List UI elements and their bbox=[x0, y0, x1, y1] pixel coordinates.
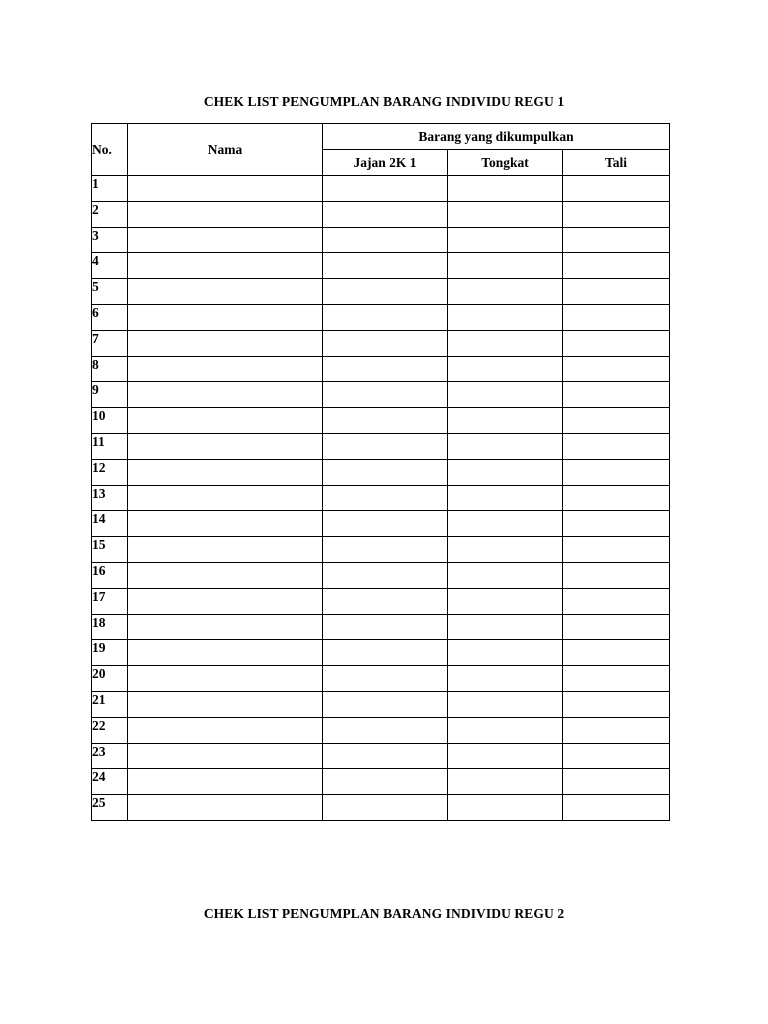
table-row bbox=[92, 408, 670, 434]
table-row bbox=[92, 588, 670, 614]
table-row bbox=[92, 691, 670, 717]
row-number: 22 bbox=[92, 717, 128, 743]
row-number: 23 bbox=[92, 743, 128, 769]
row-number: 24 bbox=[92, 769, 128, 795]
tali-cell bbox=[563, 304, 670, 330]
nama-cell bbox=[128, 253, 323, 279]
table-row bbox=[92, 562, 670, 588]
jajan-cell bbox=[323, 743, 448, 769]
tali-cell bbox=[563, 433, 670, 459]
table-row bbox=[92, 485, 670, 511]
checklist-rows bbox=[92, 176, 670, 821]
table-row bbox=[92, 537, 670, 563]
tongkat-cell bbox=[448, 201, 563, 227]
tongkat-cell bbox=[448, 795, 563, 821]
row-number: 10 bbox=[92, 408, 128, 434]
tali-cell bbox=[563, 382, 670, 408]
column-header-tongkat: Tongkat bbox=[448, 150, 563, 176]
tali-cell bbox=[563, 640, 670, 666]
nama-cell bbox=[128, 330, 323, 356]
jajan-cell bbox=[323, 562, 448, 588]
table-row bbox=[92, 279, 670, 305]
jajan-cell bbox=[323, 485, 448, 511]
checklist-title-regu-2: CHEK LIST PENGUMPLAN BARANG INDIVIDU REGU 2 bbox=[203, 906, 565, 921]
tali-cell bbox=[563, 356, 670, 382]
row-number: 19 bbox=[92, 640, 128, 666]
nama-cell bbox=[128, 304, 323, 330]
jajan-cell bbox=[323, 356, 448, 382]
jajan-cell bbox=[323, 537, 448, 563]
table-row bbox=[92, 176, 670, 202]
tali-cell bbox=[563, 330, 670, 356]
nama-cell bbox=[128, 743, 323, 769]
nama-cell bbox=[128, 485, 323, 511]
row-number: 2 bbox=[92, 201, 128, 227]
column-header-tali: Tali bbox=[563, 150, 670, 176]
tongkat-cell bbox=[448, 691, 563, 717]
tongkat-cell bbox=[448, 562, 563, 588]
jajan-cell bbox=[323, 717, 448, 743]
tongkat-cell bbox=[448, 743, 563, 769]
nama-cell bbox=[128, 691, 323, 717]
jajan-cell bbox=[323, 588, 448, 614]
tali-cell bbox=[563, 769, 670, 795]
checklist-table-regu-1 bbox=[91, 123, 670, 821]
row-number: 21 bbox=[92, 691, 128, 717]
row-number: 16 bbox=[92, 562, 128, 588]
jajan-cell bbox=[323, 408, 448, 434]
jajan-cell bbox=[323, 691, 448, 717]
nama-cell bbox=[128, 382, 323, 408]
tali-cell bbox=[563, 537, 670, 563]
table-row bbox=[92, 330, 670, 356]
tongkat-cell bbox=[448, 382, 563, 408]
jajan-cell bbox=[323, 279, 448, 305]
nama-cell bbox=[128, 537, 323, 563]
table-row bbox=[92, 201, 670, 227]
tongkat-cell bbox=[448, 666, 563, 692]
tongkat-cell bbox=[448, 459, 563, 485]
row-number: 11 bbox=[92, 433, 128, 459]
row-number: 20 bbox=[92, 666, 128, 692]
jajan-cell bbox=[323, 176, 448, 202]
row-number: 7 bbox=[92, 330, 128, 356]
tali-cell bbox=[563, 408, 670, 434]
tali-cell bbox=[563, 201, 670, 227]
tongkat-cell bbox=[448, 485, 563, 511]
table-row bbox=[92, 304, 670, 330]
jajan-cell bbox=[323, 769, 448, 795]
row-number: 13 bbox=[92, 485, 128, 511]
table-row bbox=[92, 743, 670, 769]
nama-cell bbox=[128, 769, 323, 795]
tali-cell bbox=[563, 485, 670, 511]
row-number: 9 bbox=[92, 382, 128, 408]
table-row bbox=[92, 356, 670, 382]
column-group-header-barang: Barang yang dikumpulkan bbox=[323, 124, 670, 150]
jajan-cell bbox=[323, 511, 448, 537]
row-number: 4 bbox=[92, 253, 128, 279]
nama-cell bbox=[128, 176, 323, 202]
jajan-cell bbox=[323, 433, 448, 459]
tongkat-cell bbox=[448, 433, 563, 459]
tongkat-cell bbox=[448, 614, 563, 640]
nama-cell bbox=[128, 795, 323, 821]
tongkat-cell bbox=[448, 640, 563, 666]
nama-cell bbox=[128, 640, 323, 666]
tongkat-cell bbox=[448, 408, 563, 434]
nama-cell bbox=[128, 459, 323, 485]
table-row bbox=[92, 795, 670, 821]
tali-cell bbox=[563, 691, 670, 717]
jajan-cell bbox=[323, 459, 448, 485]
checklist-title-regu-1: CHEK LIST PENGUMPLAN BARANG INDIVIDU REGU 1 bbox=[203, 94, 565, 109]
tali-cell bbox=[563, 176, 670, 202]
table-row bbox=[92, 253, 670, 279]
nama-cell bbox=[128, 433, 323, 459]
tongkat-cell bbox=[448, 588, 563, 614]
jajan-cell bbox=[323, 201, 448, 227]
row-number: 12 bbox=[92, 459, 128, 485]
nama-cell bbox=[128, 614, 323, 640]
tongkat-cell bbox=[448, 304, 563, 330]
tali-cell bbox=[563, 614, 670, 640]
tongkat-cell bbox=[448, 253, 563, 279]
row-number: 1 bbox=[92, 176, 128, 202]
jajan-cell bbox=[323, 382, 448, 408]
tongkat-cell bbox=[448, 330, 563, 356]
table-row bbox=[92, 769, 670, 795]
row-number: 15 bbox=[92, 537, 128, 563]
row-number: 8 bbox=[92, 356, 128, 382]
jajan-cell bbox=[323, 330, 448, 356]
tali-cell bbox=[563, 743, 670, 769]
nama-cell bbox=[128, 511, 323, 537]
table-row bbox=[92, 717, 670, 743]
table-row bbox=[92, 614, 670, 640]
column-header-jajan: Jajan 2K 1 bbox=[323, 150, 448, 176]
row-number: 25 bbox=[92, 795, 128, 821]
jajan-cell bbox=[323, 795, 448, 821]
jajan-cell bbox=[323, 614, 448, 640]
nama-cell bbox=[128, 408, 323, 434]
tongkat-cell bbox=[448, 511, 563, 537]
table-row bbox=[92, 433, 670, 459]
nama-cell bbox=[128, 717, 323, 743]
tali-cell bbox=[563, 459, 670, 485]
nama-cell bbox=[128, 562, 323, 588]
table-row bbox=[92, 511, 670, 537]
table-row bbox=[92, 459, 670, 485]
nama-cell bbox=[128, 356, 323, 382]
tali-cell bbox=[563, 795, 670, 821]
nama-cell bbox=[128, 588, 323, 614]
tongkat-cell bbox=[448, 356, 563, 382]
row-number: 14 bbox=[92, 511, 128, 537]
tongkat-cell bbox=[448, 279, 563, 305]
table-row bbox=[92, 640, 670, 666]
table-row bbox=[92, 666, 670, 692]
tali-cell bbox=[563, 279, 670, 305]
tongkat-cell bbox=[448, 176, 563, 202]
row-number: 5 bbox=[92, 279, 128, 305]
tali-cell bbox=[563, 227, 670, 253]
column-header-no: No. bbox=[92, 124, 128, 176]
row-number: 17 bbox=[92, 588, 128, 614]
jajan-cell bbox=[323, 640, 448, 666]
tongkat-cell bbox=[448, 537, 563, 563]
nama-cell bbox=[128, 279, 323, 305]
nama-cell bbox=[128, 666, 323, 692]
tali-cell bbox=[563, 562, 670, 588]
table-row bbox=[92, 382, 670, 408]
nama-cell bbox=[128, 227, 323, 253]
jajan-cell bbox=[323, 304, 448, 330]
tongkat-cell bbox=[448, 227, 563, 253]
tali-cell bbox=[563, 717, 670, 743]
jajan-cell bbox=[323, 253, 448, 279]
tongkat-cell bbox=[448, 769, 563, 795]
table-row bbox=[92, 227, 670, 253]
jajan-cell bbox=[323, 227, 448, 253]
tali-cell bbox=[563, 253, 670, 279]
row-number: 18 bbox=[92, 614, 128, 640]
row-number: 6 bbox=[92, 304, 128, 330]
tali-cell bbox=[563, 511, 670, 537]
jajan-cell bbox=[323, 666, 448, 692]
column-header-nama: Nama bbox=[128, 124, 323, 176]
nama-cell bbox=[128, 201, 323, 227]
tali-cell bbox=[563, 588, 670, 614]
tali-cell bbox=[563, 666, 670, 692]
row-number: 3 bbox=[92, 227, 128, 253]
tongkat-cell bbox=[448, 717, 563, 743]
